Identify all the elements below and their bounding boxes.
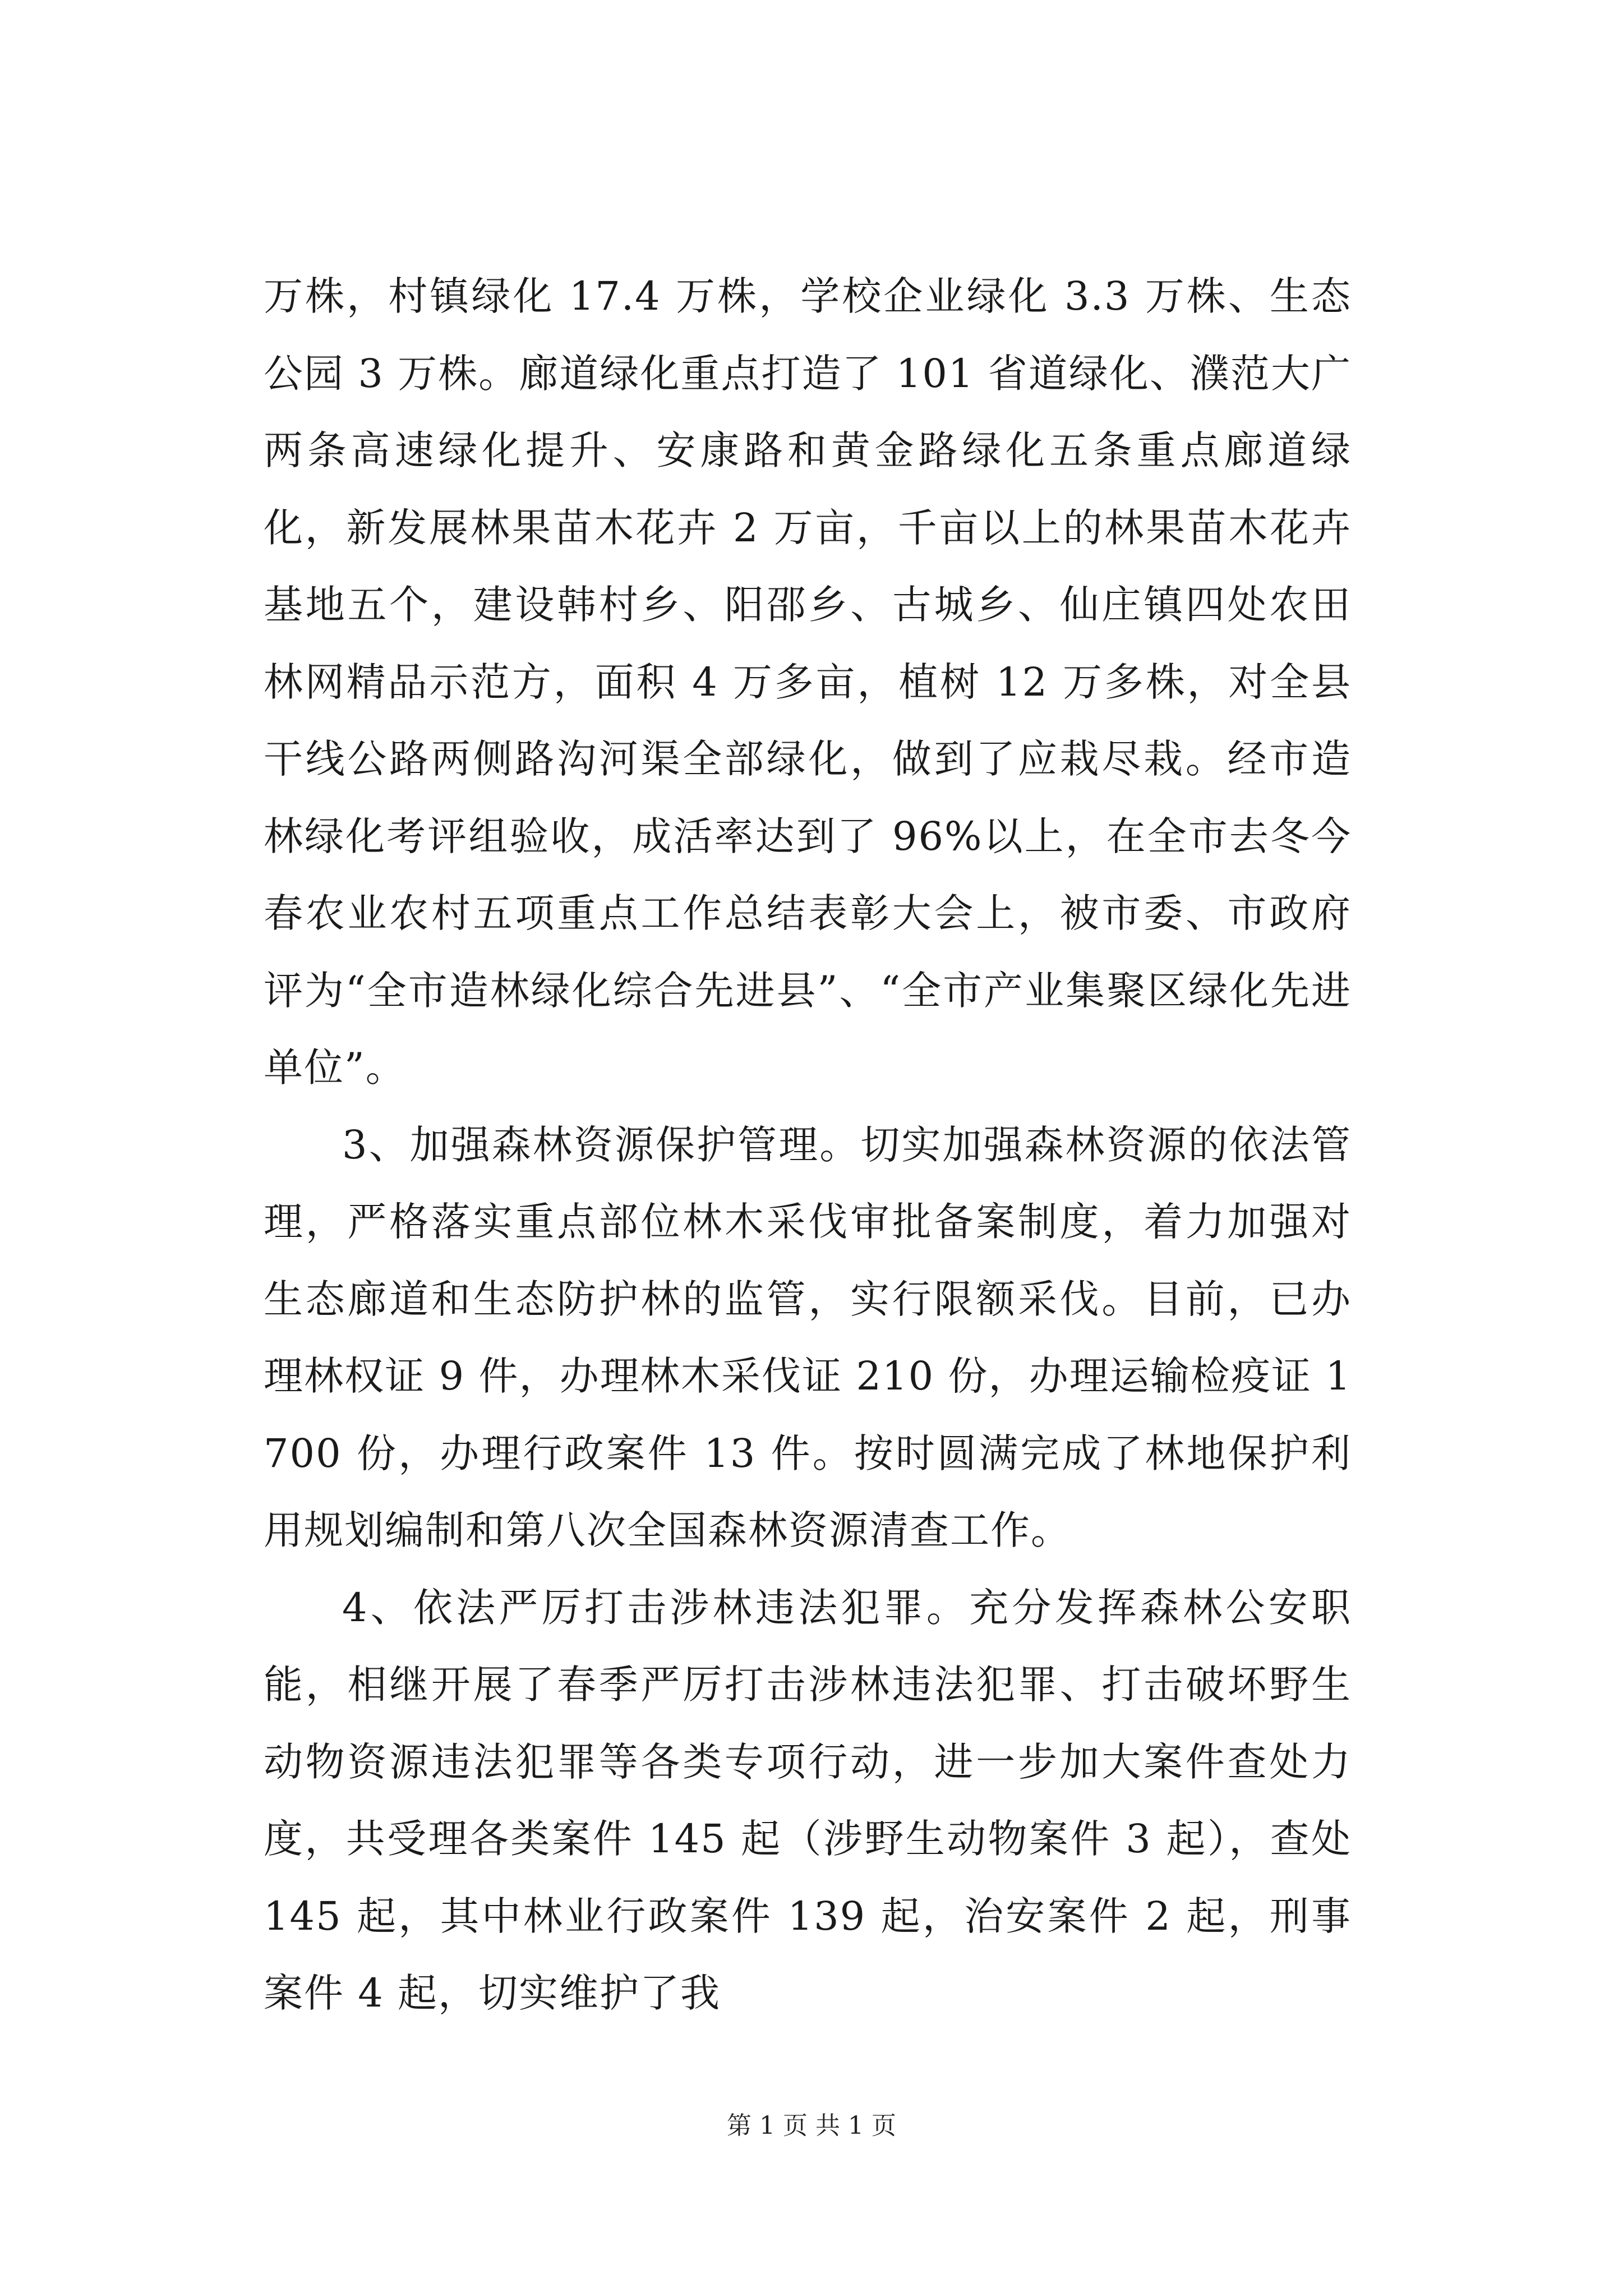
paragraph-forest-resource-protection: 3、加强森林资源保护管理。切实加强森林资源的依法管理，严格落实重点部位林木采伐审批备案制度，着力加强对生态廊道和生态防护林的监管，实行限额采伐。目前，已办理林权证 9 件，办理林木采伐证 210 份，办理运输检疫证 1700 份，办理行政案件 13 件。按时圆满完成了林地保护利用规划编制和第八次全国森林资源清查工作。 <box>264 1121 1352 1553</box>
paragraph-afforestation-results: 万株，村镇绿化 17.4 万株，学校企业绿化 3.3 万株、生态公园 3 万株。廊道绿化重点打造了 101 省道绿化、濮范大广两条高速绿化提升、安康路和黄金路绿化五条重点廊道绿化，新发展林果苗木花卉 2 万亩，千亩以上的林果苗木花卉基地五个，建设韩村乡、阳邵乡、古城乡、仙庄镇四处农田林网精品示范方，面积 4 万多亩，植树 12 万多株，对全县干线公路两侧路沟河渠全部绿化，做到了应栽尽栽。经市造林绿化考评组验收，成活率达到了 96%以上，在全市去冬今春农业农村五项重点工作总结表彰大会上，被市委、市政府评为“全市造林绿化综合先进县”、“全市产业集聚区绿化先进单位”。 <box>264 273 1352 1091</box>
page-footer: 第 1 页 共 1 页 <box>727 2111 896 2140</box>
document-body <box>264 258 1352 2032</box>
paragraph-crime-crackdown: 4、依法严厉打击涉林违法犯罪。充分发挥森林公安职能，相继开展了春季严厉打击涉林违法犯罪、打击破坏野生动物资源违法犯罪等各类专项行动，进一步加大案件查处力度，共受理各类案件 145 起（涉野生动物案件 3 起），查处 145 起，其中林业行政案件 139 起，治安案件 2 起，刑事案件 4 起，切实维护了我 <box>264 1584 1352 2016</box>
